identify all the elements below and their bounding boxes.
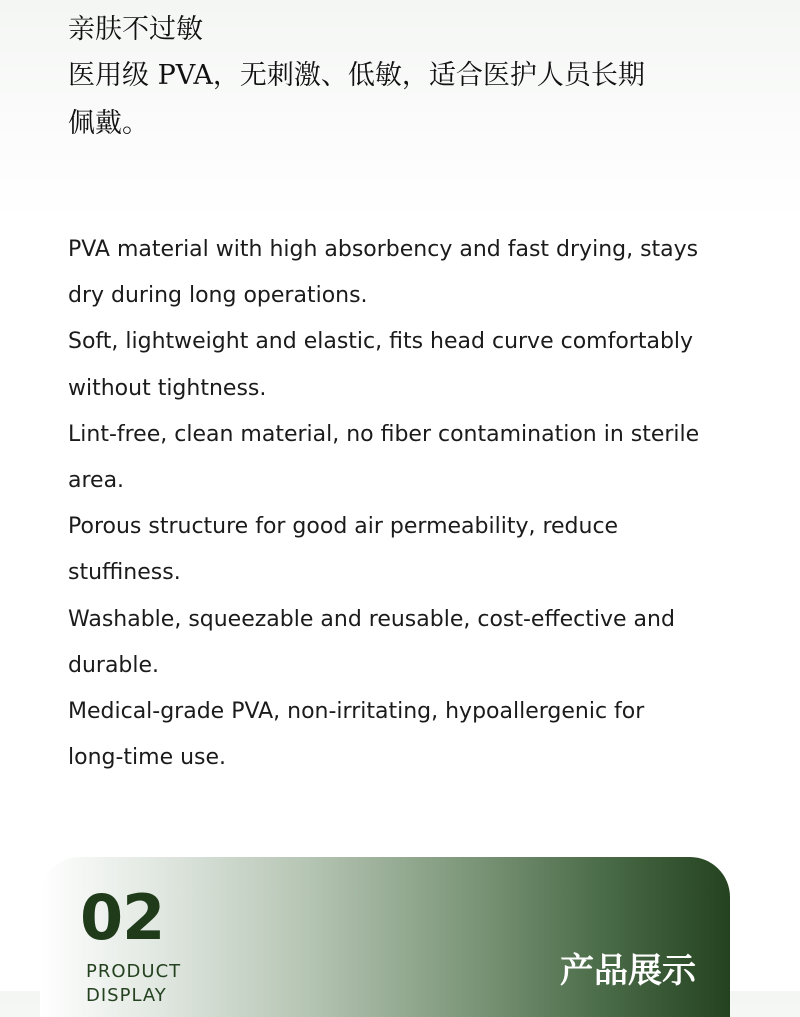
- feature-title: 亲肤不过敏: [68, 14, 203, 45]
- feature-description-line-1: 医用级 PVA，无刺激、低敏，适合医护人员长期: [68, 60, 645, 91]
- section-label-en-line-2: DISPLAY: [86, 985, 167, 1006]
- feature-text-line: Medical-grade PVA, non-irritating, hypoallergenic for: [68, 699, 645, 725]
- feature-text-line: long-time use.: [68, 745, 227, 771]
- section-banner: [40, 857, 730, 1017]
- english-features: [68, 227, 728, 781]
- section-label-en: [86, 960, 226, 1008]
- feature-text-line: Porous structure for good air permeability, reduce: [68, 514, 619, 540]
- section-label-zh: 产品展示: [560, 951, 696, 991]
- section-label-en-line-1: PRODUCT: [86, 961, 182, 982]
- feature-text-line: Washable, squeezable and reusable, cost-effective and: [68, 606, 675, 632]
- feature-text-line: dry during long operations.: [68, 283, 368, 309]
- intro-section: [68, 8, 728, 148]
- feature-text-line: without tightness.: [68, 375, 267, 401]
- feature-text-line: Soft, lightweight and elastic, fits head curve comfortably: [68, 329, 694, 355]
- feature-text-line: area.: [68, 468, 125, 494]
- feature-description-line-2: 佩戴。: [68, 108, 149, 139]
- feature-text-line: Lint-free, clean material, no fiber contamination in sterile: [68, 421, 700, 447]
- feature-text-line: PVA material with high absorbency and fast drying, stays: [68, 237, 699, 262]
- feature-text-line: durable.: [68, 652, 160, 678]
- section-number: 02: [80, 881, 165, 954]
- feature-text-line: stuffiness.: [68, 560, 181, 586]
